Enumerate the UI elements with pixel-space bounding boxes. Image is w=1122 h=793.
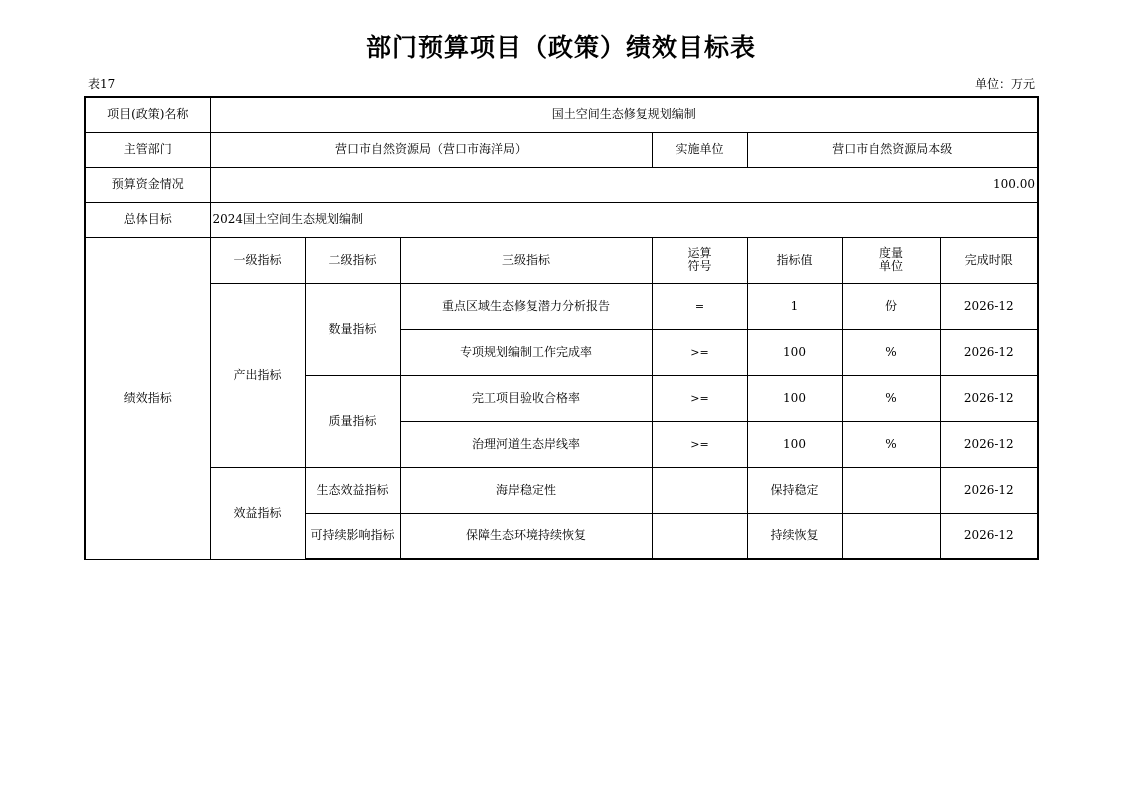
header-operator	[652, 237, 747, 283]
overall-goal-label: 总体目标	[85, 202, 210, 237]
department-value: 营口市自然资源局（营口市海洋局）	[210, 132, 652, 167]
indicator-unit: %	[842, 421, 940, 467]
indicator-value: 100	[747, 375, 842, 421]
budget-row	[85, 167, 1038, 202]
indicator-name: 治理河道生态岸线率	[400, 421, 652, 467]
indicator-operator: =	[652, 283, 747, 329]
performance-indicators-label: 绩效指标	[85, 237, 210, 559]
level2-quality: 质量指标	[305, 375, 400, 467]
indicator-unit	[842, 467, 940, 513]
header-unit	[842, 237, 940, 283]
indicator-deadline: 2026-12	[940, 283, 1038, 329]
indicator-value: 1	[747, 283, 842, 329]
indicator-operator	[652, 513, 747, 559]
overall-goal-value: 2024国土空间生态规划编制	[210, 202, 1038, 237]
project-label: 项目(政策)名称	[85, 97, 210, 132]
indicator-unit: %	[842, 329, 940, 375]
department-row	[85, 132, 1038, 167]
level2-quantity: 数量指标	[305, 283, 400, 375]
indicator-name: 保障生态环境持续恢复	[400, 513, 652, 559]
header-unit-line1: 度量	[878, 246, 903, 260]
indicator-deadline: 2026-12	[940, 467, 1038, 513]
level1-output: 产出指标	[210, 283, 305, 467]
indicator-header-row	[85, 237, 1038, 283]
indicator-value: 持续恢复	[747, 513, 842, 559]
performance-table	[84, 96, 1039, 560]
header-level2: 二级指标	[305, 237, 400, 283]
implementer-value: 营口市自然资源局本级	[747, 132, 1038, 167]
indicator-value: 100	[747, 421, 842, 467]
indicator-name: 重点区域生态修复潜力分析报告	[400, 283, 652, 329]
header-level1: 一级指标	[210, 237, 305, 283]
implementer-label: 实施单位	[652, 132, 747, 167]
indicator-deadline: 2026-12	[940, 375, 1038, 421]
project-row	[85, 97, 1038, 132]
header-operator-line2: 符号	[687, 259, 712, 273]
table-row	[85, 467, 1038, 513]
indicator-operator	[652, 467, 747, 513]
indicator-operator: >=	[652, 421, 747, 467]
indicator-name: 海岸稳定性	[400, 467, 652, 513]
header-operator-line1: 运算	[687, 246, 712, 260]
level1-benefit: 效益指标	[210, 467, 305, 559]
header-value: 指标值	[747, 237, 842, 283]
indicator-operator: >=	[652, 375, 747, 421]
indicator-name: 专项规划编制工作完成率	[400, 329, 652, 375]
unit-label: 单位：万元	[974, 77, 1035, 91]
indicator-operator: >=	[652, 329, 747, 375]
table-number: 表17	[88, 77, 116, 91]
indicator-name: 完工项目验收合格率	[400, 375, 652, 421]
page-title: 部门预算项目（政策）绩效目标表	[365, 33, 756, 62]
table-row	[85, 283, 1038, 329]
level2-ecological: 生态效益指标	[305, 467, 400, 513]
indicator-deadline: 2026-12	[940, 329, 1038, 375]
project-name: 国土空间生态修复规划编制	[210, 97, 1038, 132]
budget-label: 预算资金情况	[85, 167, 210, 202]
indicator-deadline: 2026-12	[940, 513, 1038, 559]
indicator-value: 100	[747, 329, 842, 375]
overall-goal-row	[85, 202, 1038, 237]
header-unit-line2: 单位	[878, 259, 903, 273]
header-deadline: 完成时限	[940, 237, 1038, 283]
indicator-value: 保持稳定	[747, 467, 842, 513]
indicator-unit: 份	[842, 283, 940, 329]
level2-sustainable: 可持续影响指标	[305, 513, 400, 559]
budget-value: 100.00	[210, 167, 1038, 202]
indicator-unit	[842, 513, 940, 559]
department-label: 主管部门	[85, 132, 210, 167]
header-level3: 三级指标	[400, 237, 652, 283]
indicator-unit: %	[842, 375, 940, 421]
indicator-deadline: 2026-12	[940, 421, 1038, 467]
